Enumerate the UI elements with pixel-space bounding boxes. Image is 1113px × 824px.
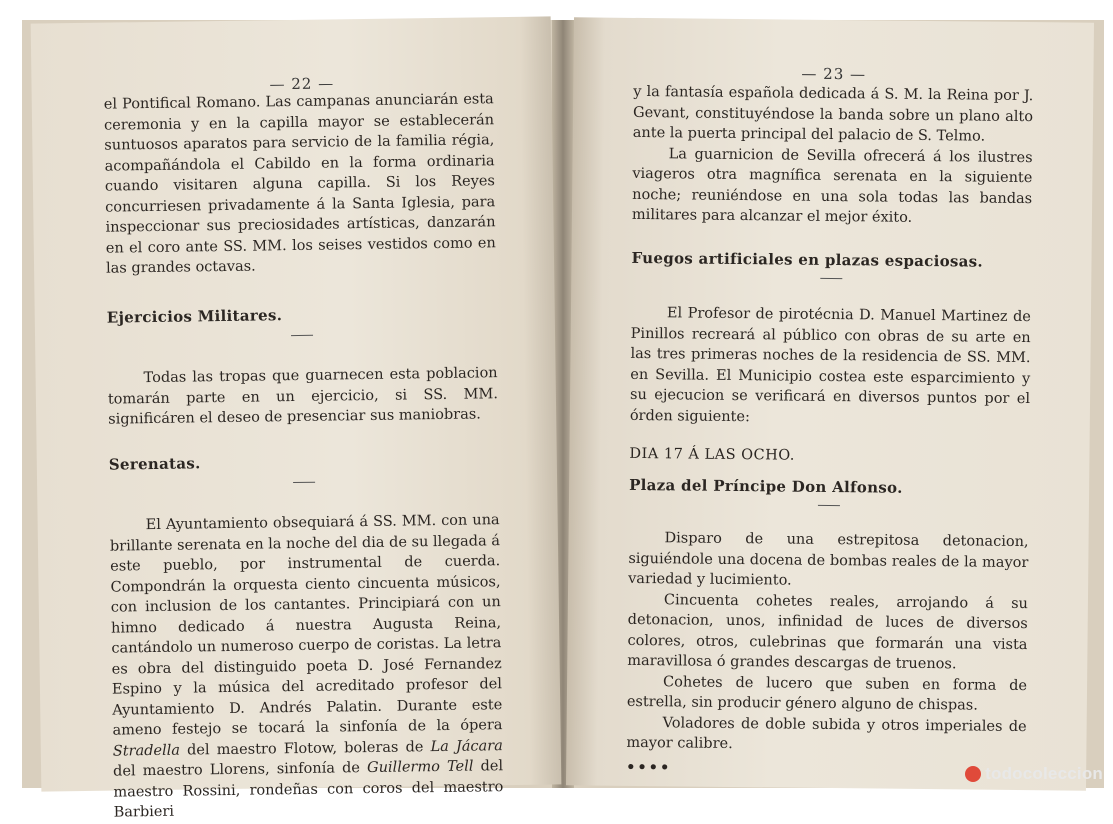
left-text-column [104, 89, 504, 823]
italic-title: Guillermo Tell [366, 758, 474, 777]
paragraph: El Profesor de pirotécnia D. Manuel Martinez de Pinillos recreará al público con obras de su arte en las tres primeras noches de la residencia de SS. MM. en Sevilla. El Municipio costea este esparcimiento y su ejecucion se verificará en diversos puntos por el órden siguiente: [629, 305, 1032, 425]
text-run: del maestro Rossini, rondeñas con coros del maestro Barbieri [113, 758, 504, 821]
paragraph [110, 510, 504, 823]
paragraph: La guarnicion de Sevilla ofrecerá á los ilustres viageros otra magnífica serenata en la siguiente noche; reuniéndose en una sola todas las bandas militares para alcanzar el mejor éxito. [631, 145, 1033, 226]
right-text-column [626, 82, 1033, 782]
section-heading: Ejercicios Militares. [106, 305, 283, 327]
page-number: — 22 — [269, 74, 335, 94]
watermark [965, 764, 1103, 784]
page-number: — 23 — [801, 64, 867, 84]
text-run: del maestro Flotow, boleras de [186, 738, 424, 759]
section-heading: Serenatas. [108, 453, 201, 474]
left-page [31, 16, 562, 821]
open-book [22, 20, 1104, 821]
paragraph: el Pontifical Romano. Las campanas anunciarán esta ceremonia y en la capilla mayor se establecerán suntuosos aparatos para servicio de la familia régia, acompañándola el Cabildo en la forma ordinaria cuando visitaren alguna capilla. Si los Reyes concurriesen privadamente á la Santa Iglesia, para inspeccionar sus preciosidades artísticas, danzarán en el coro ante SS. MM. los seises vestidos como en las grandes octavas. [103, 91, 496, 277]
watermark-logo-icon [965, 766, 981, 782]
text-run: del maestro Llorens, sinfonía de [113, 760, 361, 780]
day-heading: DIA 17 Á LAS OCHO. [629, 445, 796, 464]
section-heading: Plaza del Príncipe Don Alfonso. [629, 475, 903, 497]
text-run: El Ayuntamiento obsequiará á SS. MM. con una brillante serenata en la noche del dia de su llegada á este pueblo, por instrumental de cuerda. Compondrán la orquesta ciento cincuenta músicos, con inclusion de los cantantes. Principiará con un himno dedicado á nuestra Augusta Reina, cantándolo un numeroso cuerpo de coristas. La letra es obra del distinguido poeta D. José Fernandez Espino y la música del acreditado profesor del Ayuntamiento D. Andrés Palatin. Durante este ameno festejo se tocará la sinfonía de la ópera [109, 512, 503, 739]
paragraph: Cincuenta cohetes reales, arrojando á su detonacion, unos, infinidad de luces de diversos colores, otros, culebrinas que formarán una vista maravillosa ó grandes descargas de truenos. [627, 591, 1029, 673]
watermark-text: todocoleccion [985, 764, 1103, 783]
right-page [566, 17, 1094, 790]
paragraph: Cohetes de lucero que suben en forma de estrella, sin producir género alguno de chispas. [626, 673, 1028, 714]
end-ornament: •••• [626, 758, 672, 776]
italic-title: Stradella [112, 742, 181, 760]
section-heading: Fuegos artificiales en plazas espaciosas. [631, 248, 984, 271]
paragraph: Disparo de una estrepitosa detonacion, siguiéndole una docena de bombas reales de la mayor variedad y lucimiento. [628, 530, 1029, 589]
italic-title: La Jácara [430, 737, 503, 755]
paragraph: y la fantasía española dedicada á S. M. la Reina por J. Gevant, constituyéndose la banda sobre un plano alto ante la puerta principal del palacio de S. Telmo. [632, 83, 1034, 145]
paragraph: Voladores de doble subida y otros imperiales de mayor calibre. [626, 714, 1027, 752]
paragraph: Todas las tropas que guarnecen esta poblacion tomarán parte en un ejercicio, si SS. MM. significáren el deseo de presenciar sus maniobras. [107, 365, 498, 428]
